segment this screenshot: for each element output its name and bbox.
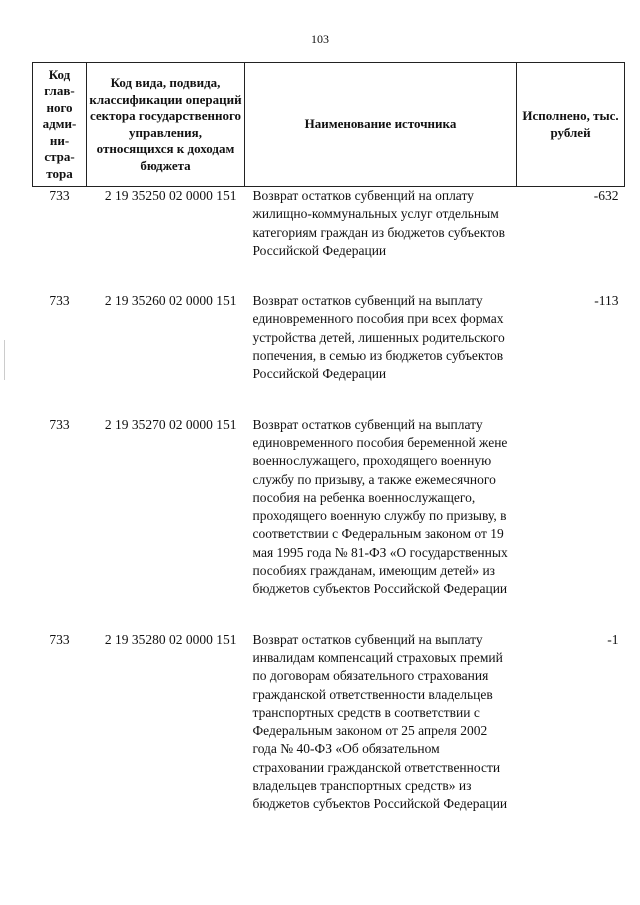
header-executed: Исполнено, тыс. рублей [517, 63, 625, 187]
cell-admin-code: 733 [49, 631, 70, 647]
page-number: 103 [311, 32, 329, 46]
cell-classification-code: 2 19 35250 02 0000 151 [104, 188, 237, 203]
cell-admin-code: 733 [49, 188, 70, 203]
table-row [33, 187, 625, 261]
row-spacer [33, 260, 625, 292]
row-spacer [33, 599, 625, 631]
table-header [33, 63, 625, 187]
scan-edge-mark [4, 340, 5, 380]
cell-classification-code: 2 19 35270 02 0000 151 [104, 416, 237, 432]
table [32, 62, 625, 814]
cell-admin-code: 733 [49, 416, 70, 432]
header-classification-code: Код вида, подвида, классификации операций сектора государственного управления, относящихся к доходам бюджета [87, 63, 245, 187]
table-row [33, 631, 625, 814]
header-source-name: Наименование источника [245, 63, 517, 187]
cell-source-name: Возврат остатков субвенций на выплату единовременного пособия беременной жене военнослужащего, проходящего военную службу по призыву, а также ежемесячного пособия на ребенка военнослужащего, проходящего военную службу по призыву, в соответствии с Федеральным законом от 19 мая 1995 года № 81-ФЗ «О государственных пособиях гражданам, имеющим детей» из бюджетов субъектов Российской Федерации [252, 416, 508, 597]
cell-executed [517, 416, 625, 599]
cell-executed: -113 [594, 293, 619, 309]
header-admin-code: Код глав-ного адми-ни-стра-тора [33, 63, 87, 187]
cell-source-name: Возврат остатков субвенций на выплату инвалидам компенсаций страховых премий по договорам обязательного страхования гражданской ответственности владельцев транспортных средств в соответствии с Федеральным законом от 25 апреля 2002 года № 40-ФЗ «Об обязательном страховании гражданской ответственности владельцев транспортных средств» из бюджетов субъектов Российской Федерации [252, 631, 508, 812]
cell-executed: -1 [607, 631, 619, 647]
cell-source-name: Возврат остатков субвенций на оплату жилищно-коммунальных услуг отдельным категориям граждан из бюджетов субъектов Российской Федерации [252, 188, 506, 258]
cell-admin-code: 733 [49, 293, 70, 309]
table-row [33, 416, 625, 599]
revenue-sources-table [32, 62, 624, 814]
cell-executed: -632 [593, 188, 619, 203]
cell-classification-code: 2 19 35260 02 0000 151 [104, 293, 237, 309]
table-row [33, 292, 625, 383]
cell-source-name: Возврат остатков субвенций на выплату единовременного пособия при всех формах устройства детей, лишенных родительского попечения, в семью из бюджетов субъектов Российской Федерации [252, 293, 505, 382]
cell-classification-code: 2 19 35280 02 0000 151 [104, 631, 237, 647]
row-spacer [33, 384, 625, 416]
